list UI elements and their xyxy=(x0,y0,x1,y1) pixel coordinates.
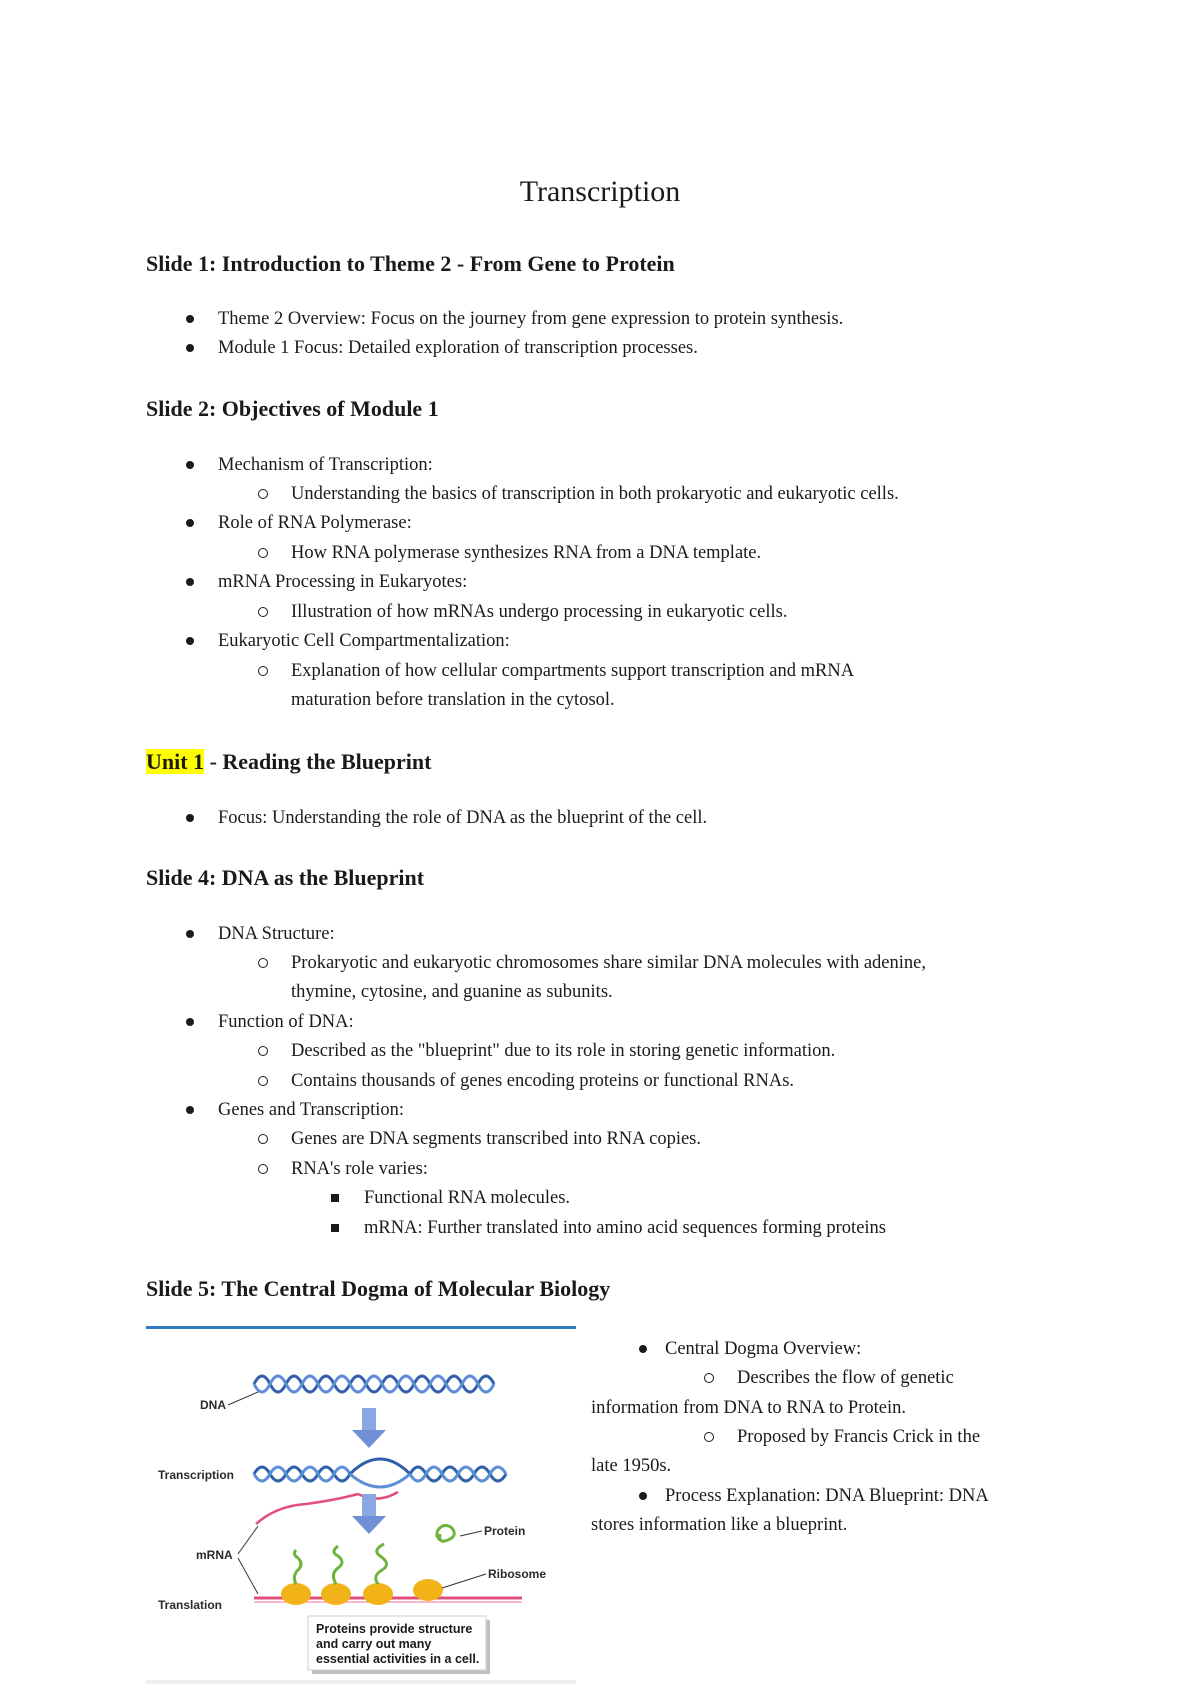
caption-line: Proteins provide structure xyxy=(316,1622,473,1636)
sub-list-item: Understanding the basics of transcription in both prokaryotic and eukaryotic cells. xyxy=(291,484,899,504)
sub-list-item: Genes are DNA segments transcribed into RNA copies. xyxy=(291,1129,701,1149)
translation-label: Translation xyxy=(158,1598,223,1612)
list-item: Eukaryotic Cell Compartmentalization: xyxy=(218,631,510,651)
sub-list-item-continuation: information from DNA to RNA to Protein. xyxy=(591,1398,906,1418)
mrna-label: mRNA xyxy=(196,1548,233,1562)
caption-line: essential activities in a cell. xyxy=(316,1652,480,1666)
dna-helix xyxy=(254,1376,494,1392)
sub-list-item-continuation: late 1950s. xyxy=(591,1456,672,1476)
dna-pointer xyxy=(228,1392,258,1405)
document-title: Transcription xyxy=(519,175,681,208)
protein-icon xyxy=(294,1525,454,1584)
ribosome-pointer xyxy=(442,1574,486,1588)
list-item: DNA Structure: xyxy=(218,924,335,944)
sub-list-item: Prokaryotic and eukaryotic chromosomes share similar DNA molecules with adenine, xyxy=(291,953,926,973)
central-dogma-diagram xyxy=(146,1326,576,1684)
list-item: mRNA Processing in Eukaryotes: xyxy=(218,572,468,592)
caption-line: and carry out many xyxy=(316,1637,432,1651)
figure-bottom-rule xyxy=(146,1680,576,1684)
list-item: Central Dogma Overview: xyxy=(665,1339,862,1359)
transcription-helix xyxy=(254,1459,506,1487)
slide2-heading: Slide 2: Objectives of Module 1 xyxy=(146,396,439,421)
protein-label: Protein xyxy=(484,1524,526,1538)
ribosome-label: Ribosome xyxy=(488,1567,547,1581)
list-item-continuation: stores information like a blueprint. xyxy=(591,1515,848,1535)
sub-list-item: Describes the flow of genetic xyxy=(737,1368,954,1388)
list-item: Focus: Understanding the role of DNA as the blueprint of the cell. xyxy=(218,808,708,828)
sub-list-item-continuation: maturation before translation in the cytosol. xyxy=(291,690,615,710)
unit1-heading xyxy=(146,748,431,776)
list-item: Mechanism of Transcription: xyxy=(218,455,433,475)
list-item: Genes and Transcription: xyxy=(218,1100,405,1120)
slide4-heading: Slide 4: DNA as the Blueprint xyxy=(146,865,425,890)
transcription-label: Transcription xyxy=(158,1468,235,1482)
ribosome-icon xyxy=(281,1579,443,1605)
sub-list-item: RNA's role varies: xyxy=(291,1159,428,1179)
slide5-heading: Slide 5: The Central Dogma of Molecular Biology xyxy=(146,1276,611,1301)
central-dogma-figure xyxy=(146,1326,576,1684)
sub-list-item: How RNA polymerase synthesizes RNA from a DNA template. xyxy=(291,543,762,563)
sub-sub-list-item: mRNA: Further translated into amino acid sequences forming proteins xyxy=(364,1218,886,1238)
sub-list-item: Contains thousands of genes encoding proteins or functional RNAs. xyxy=(291,1071,795,1091)
sub-list-item: Described as the "blueprint" due to its role in storing genetic information. xyxy=(291,1041,836,1061)
dna-label: DNA xyxy=(200,1398,226,1412)
list-item: Function of DNA: xyxy=(218,1012,354,1032)
mrna-pointer xyxy=(238,1526,258,1554)
unit1-highlight: Unit 1 xyxy=(146,749,205,774)
list-item: Module 1 Focus: Detailed exploration of transcription processes. xyxy=(218,338,698,358)
sub-list-item: Explanation of how cellular compartments support transcription and mRNA xyxy=(291,661,855,681)
caption-box xyxy=(308,1616,490,1674)
unit1-heading-rest: - Reading the Blueprint xyxy=(204,749,432,774)
sub-list-item-continuation: thymine, cytosine, and guanine as subunits. xyxy=(291,982,613,1002)
protein-pointer xyxy=(460,1531,482,1536)
sub-sub-list-item: Functional RNA molecules. xyxy=(364,1188,571,1208)
down-arrow-icon xyxy=(352,1494,386,1534)
list-item: Process Explanation: DNA Blueprint: DNA xyxy=(665,1486,989,1506)
list-item: Role of RNA Polymerase: xyxy=(218,513,412,533)
slide1-heading: Slide 1: Introduction to Theme 2 - From Gene to Protein xyxy=(146,251,675,276)
down-arrow-icon xyxy=(352,1408,386,1448)
mrna-pointer xyxy=(238,1558,258,1594)
sub-list-item: Proposed by Francis Crick in the xyxy=(737,1427,981,1447)
list-item: Theme 2 Overview: Focus on the journey from gene expression to protein synthesis. xyxy=(218,309,844,329)
figure-top-rule xyxy=(146,1326,576,1329)
sub-list-item: Illustration of how mRNAs undergo processing in eukaryotic cells. xyxy=(291,602,788,622)
